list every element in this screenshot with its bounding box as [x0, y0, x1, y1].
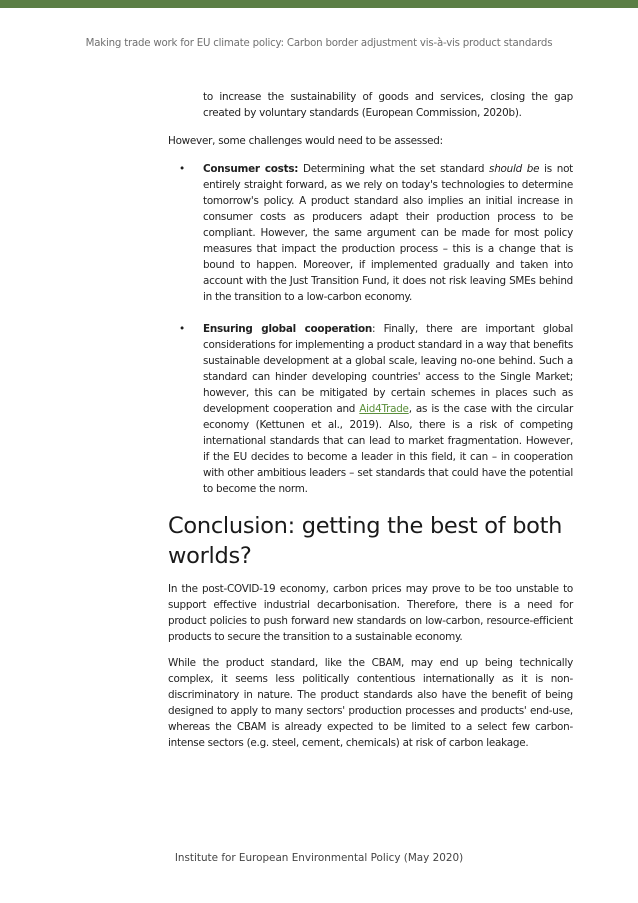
bullet-icon: • [179, 163, 185, 175]
section-heading: Conclusion: getting the best of both worlds? [168, 513, 563, 569]
intro-paragraph: However, some challenges would need to be assessed: [168, 135, 443, 147]
list-item-consumer-costs [168, 161, 573, 305]
list-item-term: Consumer costs: [203, 163, 299, 175]
list-item-emphasis: should be [489, 163, 540, 175]
list-item-text: Determining what the set standard [298, 163, 490, 175]
running-header: Making trade work for EU climate policy: Carbon border adjustment vis-à-vis product standards [85, 38, 553, 49]
conclusion-paragraph-2: While the product standard, like the CBAM, may end up being technically complex, it seems less politically contentious internationally as it is non-discriminatory in nature. The product standards also have the benefit of being designed to apply to many sectors' production processes and products' end-use, whereas the CBAM is already expected to be limited to a select few carbon-intense sectors (e.g. steel, cement, chemicals) at risk of carbon leakage. [168, 657, 573, 749]
conclusion-paragraph-1: In the post-COVID-19 economy, carbon prices may prove to be too unstable to support effective industrial decarbonisation. Therefore, there is a need for product policies to push forward new standards on low-carbon, resource-efficient products to secure the transition to a sustainable economy. [168, 583, 573, 643]
continued-paragraph: to increase the sustainability of goods and services, closing the gap created by voluntary standards (European Commission, 2020b). [203, 91, 573, 119]
bullet-icon: • [179, 323, 185, 335]
top-accent-bar [0, 0, 638, 8]
list-item-global-cooperation [168, 321, 573, 497]
page-body [168, 89, 573, 751]
list-item-text: is not entirely straight forward, as we rely on today's technologies to determine tomorrow's policy. A product standard also implies an initial increase in consumer costs as producers adapt their production process to be compliant. However, the same argument can be made for most policy measures that impact the production process – this is a change that is bound to happen. Moreover, if implemented gradually and taken into account with the Just Transition Fund, it does not risk leaving SMEs behind in the transition to a low-carbon economy. [203, 163, 573, 303]
aid4trade-link[interactable]: Aid4Trade [359, 403, 409, 415]
list-item-text: : Finally, there are important global considerations for implementing a product standard in a way that benefits sustainable development at a global scale, leaving no-one behind. Such a standard can hinder developing countries' access to the Single Market; however, this can be mitigated by certain schemes in places such as development cooperation and [203, 323, 573, 415]
page-footer: Institute for European Environmental Policy (May 2020) [174, 852, 464, 864]
list-item-text: , as is the case with the circular economy (Kettunen et al., 2019). Also, there is a risk of competing international standards that can lead to market fragmentation. However, if the EU decides to become a leader in this field, it can – in cooperation with other ambitious leaders – set standards that could have the potential to become the norm. [203, 403, 573, 495]
challenges-list [168, 161, 573, 497]
list-item-term: Ensuring global cooperation [203, 323, 373, 335]
